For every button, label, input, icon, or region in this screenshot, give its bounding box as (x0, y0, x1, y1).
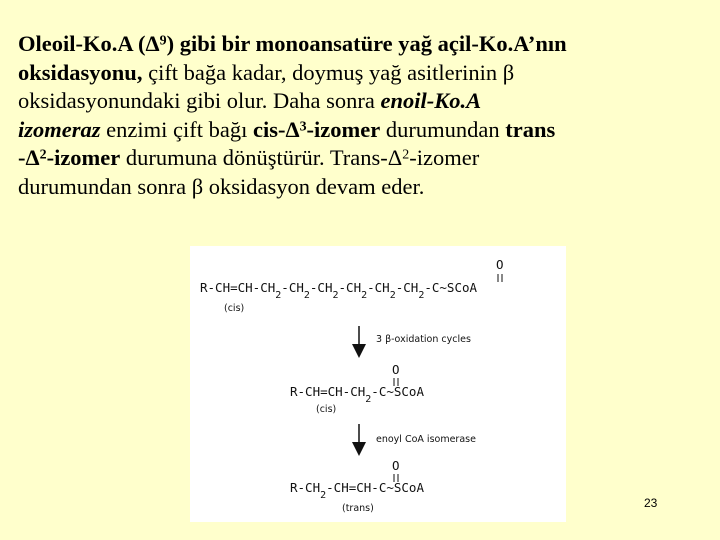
oleoyl-term: Oleoil-Ko.A ( (18, 31, 146, 56)
reaction-figure (190, 246, 566, 522)
delta-symbol: Δ (285, 116, 300, 142)
step-label-beta-oxidation: 3 β-oxidation cycles (376, 334, 471, 345)
bold-phrase: ) gibi bir monoansatüre yağ açil-Ko.A’nın (166, 31, 567, 56)
plain-phrase: durumundan (380, 116, 506, 142)
delta-symbol: Δ (145, 31, 160, 56)
cis-label: (cis) (316, 404, 337, 415)
step-label-isomerase: enoyl CoA isomerase (376, 434, 476, 445)
bold-phrase: -izomer (46, 145, 121, 170)
arrow-down-icon (352, 344, 366, 358)
enzyme-name: izomeraz (18, 116, 101, 142)
superscript: 2 (402, 147, 410, 163)
slide-text (18, 30, 708, 201)
text-line-4 (18, 116, 708, 145)
bold-phrase: -izomer (306, 116, 381, 142)
superscript: 3 (299, 119, 307, 135)
delta-symbol: Δ (25, 145, 40, 170)
superscript: 2 (39, 147, 47, 163)
bold-phrase: trans (505, 116, 556, 142)
cis-label: (cis) (224, 303, 245, 314)
bold-phrase: - (18, 145, 26, 170)
carbonyl-oxygen: O (392, 362, 400, 377)
bold-phrase: cis- (252, 116, 286, 142)
carbonyl-oxygen: O (392, 458, 400, 473)
trans-product-formula: $R-CH_2^{-CH=CH-C\sim SCoA}$ (290, 480, 424, 501)
text-line-2 (18, 59, 708, 88)
text-line-6 (18, 173, 708, 202)
enzyme-name: enoil-Ko.A (380, 88, 482, 113)
superscript: 9 (159, 33, 167, 49)
text-line-1 (18, 30, 708, 59)
plain-phrase: enzimi çift bağı (100, 116, 253, 142)
plain-phrase: çift bağa kadar, doymuş yağ asitlerinin β (142, 59, 515, 85)
plain-phrase: -izomer (409, 145, 480, 170)
page-number: 23 (644, 496, 658, 510)
arrow-down-icon (352, 442, 366, 456)
reaction-diagram (190, 246, 566, 522)
bold-phrase: oksidasyonu, (18, 59, 143, 85)
trans-label: (trans) (342, 503, 374, 514)
plain-phrase: durumundan sonra β oksidasyon devam eder. (18, 173, 425, 199)
plain-phrase: durumuna dönüştürür. Trans-Δ (120, 145, 403, 170)
plain-phrase: oksidasyonundaki gibi olur. Daha sonra (18, 88, 381, 113)
carbonyl-oxygen: O (496, 257, 504, 272)
text-line-5 (18, 144, 708, 173)
text-line-3 (18, 87, 708, 116)
cis-substrate-formula: $R-CH=CH-CH_2^{-CH}_2^{-CH}_2^{-CH}_2^{-CH}_2^{-CH}_2^{-C\sim SCoA}$ (200, 280, 478, 301)
cis-intermediate-formula: $R-CH=CH-CH_2^{-C\sim SCoA}$ (290, 384, 424, 405)
